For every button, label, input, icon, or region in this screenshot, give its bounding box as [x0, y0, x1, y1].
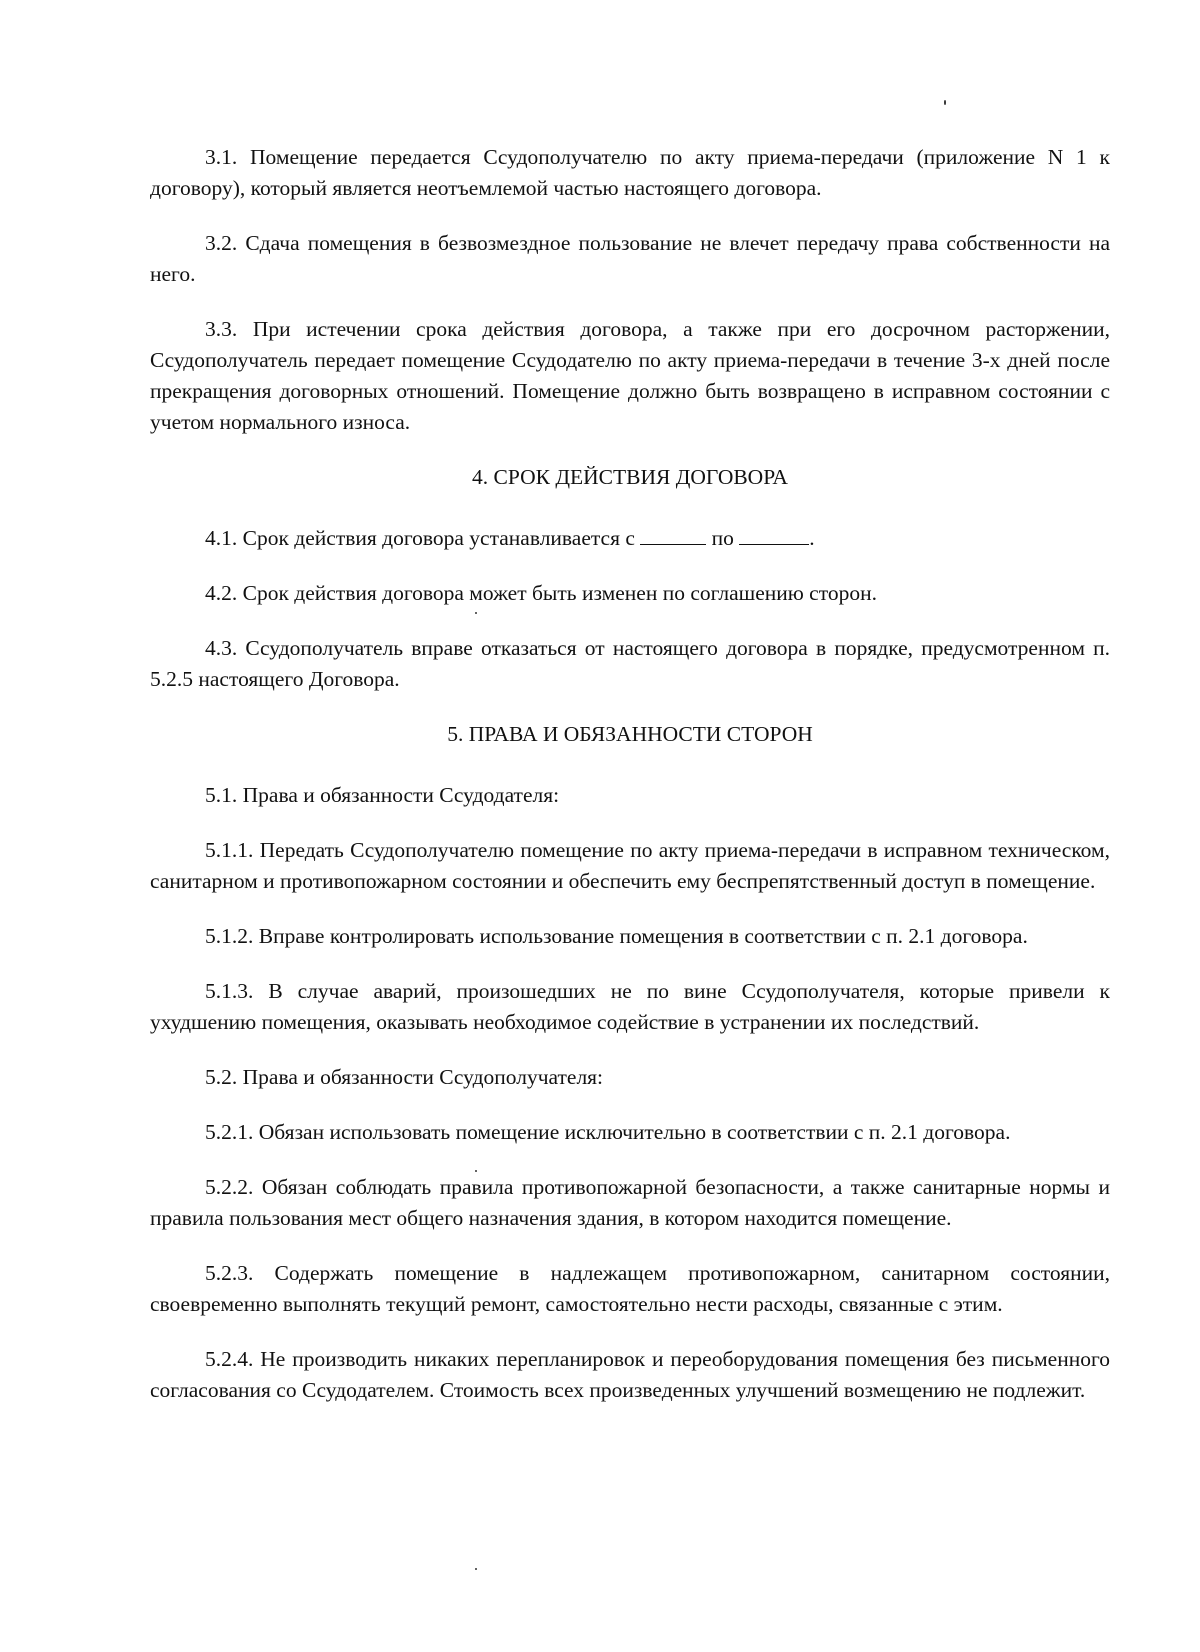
clause-4-3: 4.3. Ссудополучатель вправе отказаться от настоящего договора в порядке, предусмотренном п. 5.2.5 настоящего Договора. — [150, 636, 1110, 691]
start-date-blank — [640, 526, 706, 545]
clause-4-1-start: 4.1. Срок действия договора устанавливается с — [205, 526, 635, 550]
clause-4-2: 4.2. Срок действия договора может быть изменен по соглашению сторон. — [205, 581, 877, 605]
clause-5-2: 5.2. Права и обязанности Ссудополучателя: — [205, 1065, 604, 1089]
clause-3-1: 3.1. Помещение передается Ссудополучателю по акту приема-передачи (приложение N 1 к договору), который является неотъемлемой частью настоящего договора. — [150, 145, 1110, 200]
clause-4-1 — [150, 523, 1110, 554]
section-5-heading: 5. ПРАВА И ОБЯЗАННОСТИ СТОРОН — [447, 722, 813, 746]
section-4-heading: 4. СРОК ДЕЙСТВИЯ ДОГОВОРА — [472, 465, 788, 489]
document-page — [150, 142, 1110, 1430]
clause-4-1-end: . — [809, 526, 815, 550]
clause-5-2-1: 5.2.1. Обязан использовать помещение исключительно в соответствии с п. 2.1 договора. — [205, 1120, 1011, 1144]
clause-5-1-2: 5.1.2. Вправе контролировать использование помещения в соответствии с п. 2.1 договора. — [205, 924, 1028, 948]
clause-5-1-1: 5.1.1. Передать Ссудополучателю помещение по акту приема-передачи в исправном техническом, санитарном и противопожарном состоянии и обеспечить ему беспрепятственный доступ в помещение. — [150, 838, 1110, 893]
clause-3-3: 3.3. При истечении срока действия договора, а также при его досрочном расторжении, Ссудополучатель передает помещение Ссудодателю по акту приема-передачи в течение 3-х дней после прекращения договорных отношений. Помещение должно быть возвращено в исправном состоянии с учетом нормального износа. — [150, 317, 1110, 434]
end-date-blank — [739, 526, 809, 545]
scan-speck — [944, 100, 946, 105]
clause-3-2: 3.2. Сдача помещения в безвозмездное пользование не влечет передачу права собственности на него. — [150, 231, 1110, 286]
scan-speck — [475, 1568, 477, 1570]
clause-5-2-3: 5.2.3. Содержать помещение в надлежащем противопожарном, санитарном состоянии, своевременно выполнять текущий ремонт, самостоятельно нести расходы, связанные с этим. — [150, 1261, 1110, 1316]
clause-5-1-3: 5.1.3. В случае аварий, произошедших не по вине Ссудополучателя, которые привели к ухудшению помещения, оказывать необходимое содействие в устранении их последствий. — [150, 979, 1110, 1034]
clause-5-2-2: 5.2.2. Обязан соблюдать правила противопожарной безопасности, а также санитарные нормы и правила пользования мест общего назначения здания, в котором находится помещение. — [150, 1175, 1110, 1230]
clause-5-1: 5.1. Права и обязанности Ссудодателя: — [205, 783, 560, 807]
clause-5-2-4: 5.2.4. Не производить никаких перепланировок и переоборудования помещения без письменного согласования со Ссудодателем. Стоимость всех произведенных улучшений возмещению не подлежит. — [150, 1347, 1110, 1402]
clause-4-1-mid: по — [711, 526, 734, 550]
